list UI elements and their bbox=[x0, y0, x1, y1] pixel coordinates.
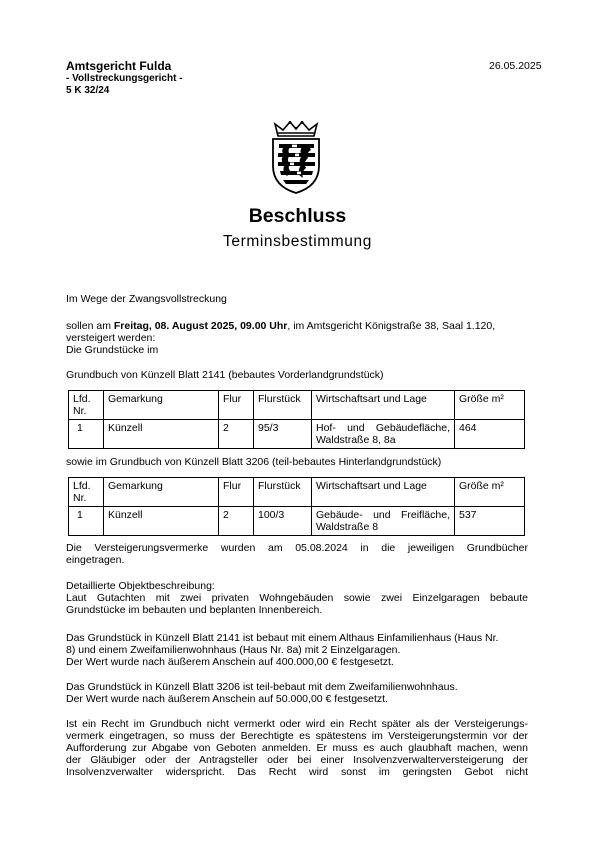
grundstueck-1-line-1: Das Grundstück in Künzell Blatt 2141 ist bebaut mit einem Althaus Einfamilienhaus (Haus Nr. bbox=[66, 632, 499, 644]
grundstueck-1-line-2: 8) und einem Zweifamilienwohnhaus (Haus Nr. 8a) mit 2 Einzelgaragen. bbox=[66, 644, 401, 656]
beschreibung-heading: Detaillierte Objektbeschreibung: bbox=[66, 580, 215, 592]
header-gemarkung: Gemarkung bbox=[104, 478, 219, 507]
header-flurstueck: Flurstück bbox=[254, 391, 312, 420]
recht-line-4: der Gläubiger oder der Antragsteller oder bei einer Insolvenzverwalterversteigerung der bbox=[66, 754, 528, 766]
court-name: Amtsgericht Fulda bbox=[66, 59, 172, 73]
auction-line-3: Die Grundstücke im bbox=[66, 344, 159, 356]
header-wirtschaftsart: Wirtschaftsart und Lage bbox=[312, 478, 455, 507]
cell-wirtschaftsart: Gebäude- und Freifläche, Waldstraße 8 bbox=[312, 507, 455, 536]
header-flur: Flur bbox=[219, 478, 254, 507]
cell-flur: 2 bbox=[219, 420, 254, 449]
table-row bbox=[69, 507, 525, 536]
auction-line-2: versteigert werden: bbox=[66, 332, 156, 344]
cell-groesse: 464 bbox=[455, 420, 525, 449]
auction-date: Freitag, 08. August 2025, 09.00 Uhr bbox=[113, 320, 288, 332]
table-header-row bbox=[69, 391, 525, 420]
header-groesse: Größe m² bbox=[455, 478, 525, 507]
recht-line-1: Ist ein Recht im Grundbuch nicht vermerkt oder wird ein Recht später als der Versteigerungs- bbox=[66, 718, 528, 730]
recht-paragraph bbox=[66, 718, 528, 778]
recht-line-5: Insolvenzverwalter widerspricht. Das Recht wird sonst im geringsten Gebot nicht bbox=[66, 766, 528, 778]
recht-line-2: vermerk eingetragen, so muss der Berechtigte es spätestens im Versteigerungstermin vor der bbox=[66, 730, 528, 742]
cell-flur: 2 bbox=[219, 507, 254, 536]
grundstueck-1-line-3: Der Wert wurde nach äußerem Anschein auf 400.000,00 € festgesetzt. bbox=[66, 656, 394, 668]
cell-groesse: 537 bbox=[455, 507, 525, 536]
beschreibung-paragraph bbox=[66, 580, 528, 616]
beschreibung-line-1: Laut Gutachten mit zwei privaten Wohngebäuden sowie zwei Einzelgaragen bebaute bbox=[66, 592, 528, 604]
vermerk-line-1: Die Versteigerungsvermerke wurden am 05.08.2024 in die jeweiligen Grundbücher bbox=[66, 542, 528, 554]
auction-location: , im Amtsgericht Königstraße 38, Saal 1.120, bbox=[287, 320, 496, 332]
header-groesse: Größe m² bbox=[455, 391, 525, 420]
cell-gemarkung: Künzell bbox=[104, 420, 219, 449]
header-flurstueck: Flurstück bbox=[254, 478, 312, 507]
beschreibung-line-2: Grundstücke im bebauten und beplanten Innenbereich. bbox=[66, 604, 323, 616]
header-lfd-nr: Lfd. Nr. bbox=[69, 391, 104, 420]
auction-paragraph bbox=[66, 320, 528, 356]
table-row bbox=[69, 420, 525, 449]
auction-prefix: sollen am bbox=[66, 320, 114, 332]
cell-lfd-nr: 1 bbox=[69, 420, 104, 449]
intro-text: Im Wege der Zwangsvollstreckung bbox=[66, 293, 227, 305]
case-number: 5 K 32/24 bbox=[66, 85, 110, 96]
grundstueck-2-line-2: Der Wert wurde nach äußerem Anschein auf 50.000,00 € festgesetzt. bbox=[66, 693, 388, 705]
vermerk-line-2: eingetragen. bbox=[66, 554, 125, 566]
header-flur: Flur bbox=[219, 391, 254, 420]
court-department: - Vollstreckungsgericht - bbox=[66, 73, 183, 84]
document-subtitle: Terminsbestimmung bbox=[223, 233, 372, 250]
document-title: Beschluss bbox=[248, 205, 347, 227]
cell-wirtschaftsart: Hof- und Gebäudefläche, Waldstraße 8, 8a bbox=[312, 420, 455, 449]
cell-flurstueck: 100/3 bbox=[254, 507, 312, 536]
grundstueck-2-line-1: Das Grundstück in Künzell Blatt 3206 ist teil-bebaut mit dem Zweifamilienwohnhaus. bbox=[66, 681, 458, 693]
hesse-coat-of-arms-icon bbox=[268, 120, 324, 194]
auction-line bbox=[66, 320, 528, 332]
cell-lfd-nr: 1 bbox=[69, 507, 104, 536]
grundbuch-2-table bbox=[68, 477, 525, 536]
cell-flurstueck: 95/3 bbox=[254, 420, 312, 449]
header-lfd-nr: Lfd. Nr. bbox=[69, 478, 104, 507]
table-header-row bbox=[69, 478, 525, 507]
grundstueck-2-paragraph bbox=[66, 681, 528, 705]
grundbuch-1-caption: Grundbuch von Künzell Blatt 2141 (bebautes Vorderlandgrundstück) bbox=[66, 369, 384, 381]
grundstueck-1-paragraph bbox=[66, 632, 528, 668]
grundbuch-1-table bbox=[68, 390, 525, 449]
vermerk-paragraph bbox=[66, 542, 528, 566]
header-gemarkung: Gemarkung bbox=[104, 391, 219, 420]
recht-line-3: Aufforderung zur Abgabe von Geboten anmelden. Er muss es auch glaubhaft machen, wenn bbox=[66, 742, 528, 754]
document-date: 26.05.2025 bbox=[489, 60, 542, 72]
header-wirtschaftsart: Wirtschaftsart und Lage bbox=[312, 391, 455, 420]
court-header bbox=[66, 59, 183, 97]
grundbuch-2-caption: sowie im Grundbuch von Künzell Blatt 3206 (teil-bebautes Hinterlandgrundstück) bbox=[66, 456, 442, 468]
cell-gemarkung: Künzell bbox=[104, 507, 219, 536]
